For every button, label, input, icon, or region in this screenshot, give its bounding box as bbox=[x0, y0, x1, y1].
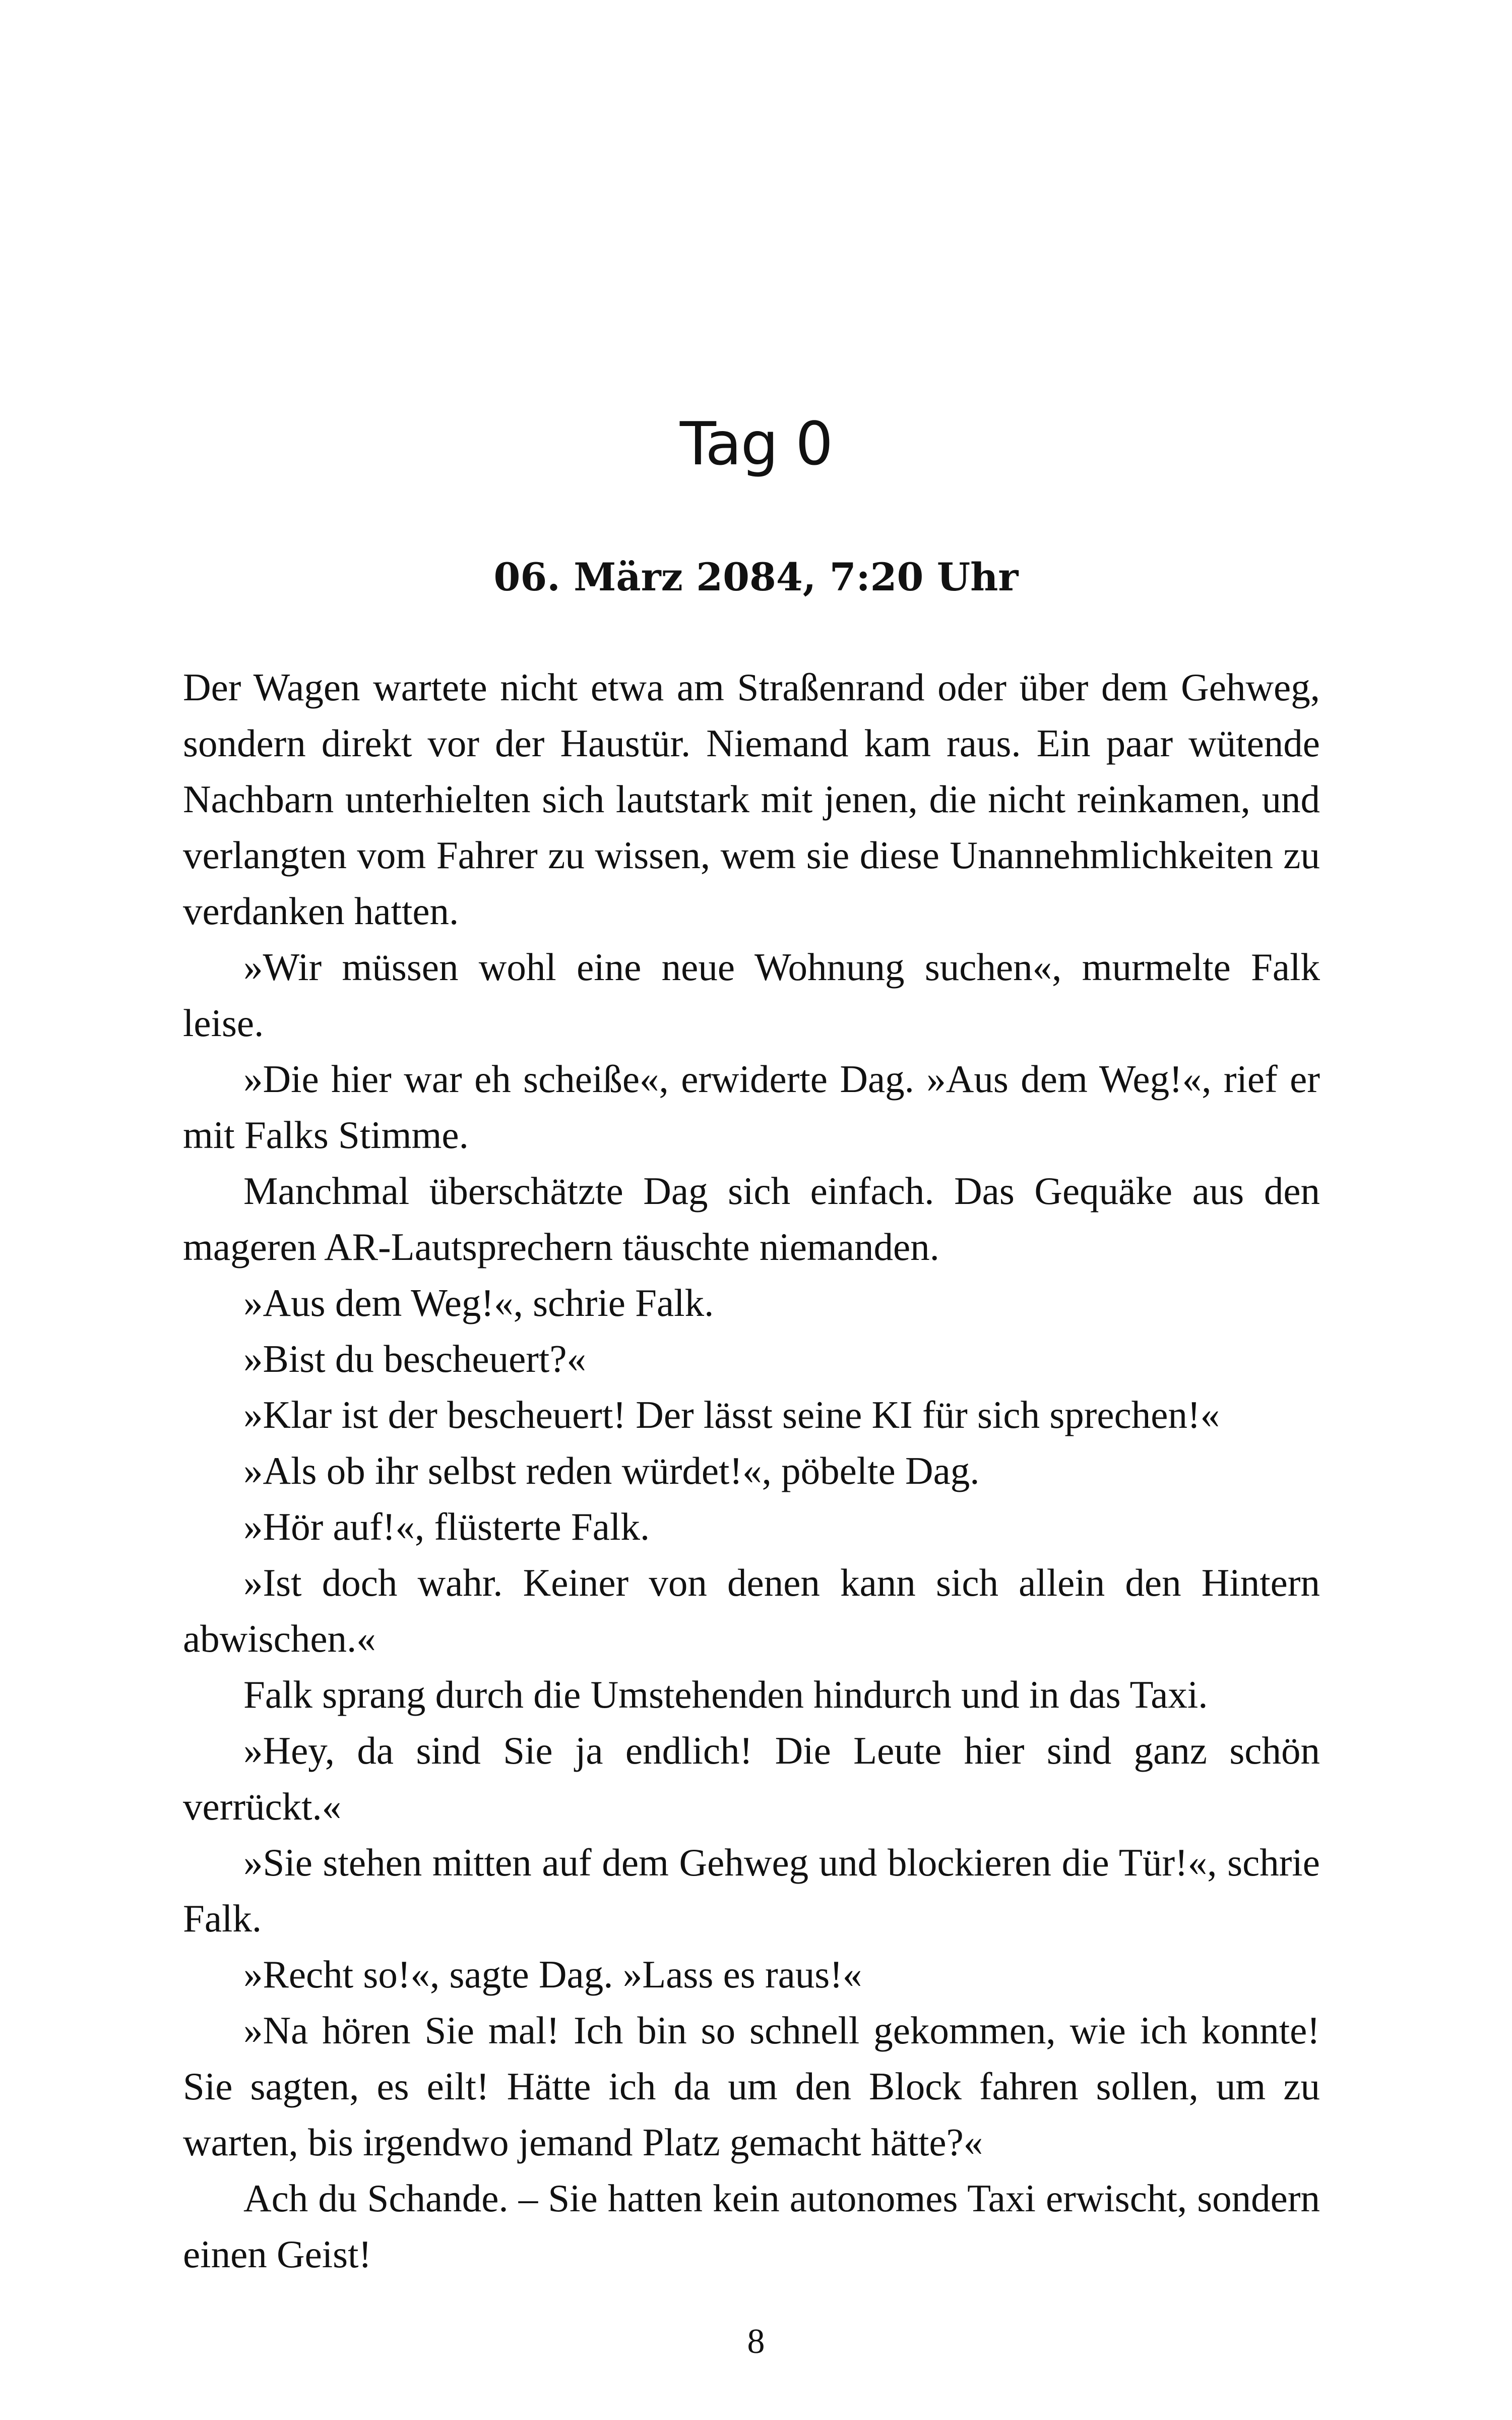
body-text bbox=[183, 659, 1320, 2282]
paragraph: »Aus dem Weg!«, schrie Falk. bbox=[243, 1281, 714, 1324]
paragraph: »Bist du bescheuert?« bbox=[243, 1337, 586, 1380]
page-number: 8 bbox=[747, 2322, 765, 2361]
paragraph: Falk sprang durch die Umstehenden hindurch und in das Taxi. bbox=[243, 1673, 1208, 1716]
paragraph: »Hör auf!«, flüsterte Falk. bbox=[243, 1505, 650, 1548]
paragraph: »Als ob ihr selbst reden würdet!«, pöbelte Dag. bbox=[243, 1449, 980, 1492]
paragraph: Der Wagen wartete nicht etwa am Straßenrand oder über dem Gehweg, sondern direkt vor der Haustür. Niemand kam raus. Ein paar wütende Nachbarn unterhielten sich lautstark mit jenen, die nicht reinkamen, und verlangten vom Fahrer zu wissen, wem sie diese Unannehmlichkeiten zu verdanken hatten. bbox=[183, 666, 1320, 933]
paragraph: »Na hören Sie mal! Ich bin so schnell gekommen, wie ich konnte! Sie sagten, es eilt! Hätte ich da um den Block fahren sollen, um zu warten, bis irgendwo jemand Platz gemacht hätte?« bbox=[183, 2009, 1320, 2164]
paragraph: »Sie stehen mitten auf dem Gehweg und blockieren die Tür!«, schrie Falk. bbox=[183, 1841, 1320, 1940]
paragraph: Ach du Schande. – Sie hatten kein autonomes Taxi erwischt, sondern einen Geist! bbox=[183, 2176, 1320, 2276]
paragraph: »Ist doch wahr. Keiner von denen kann sich allein den Hintern abwischen.« bbox=[183, 1561, 1320, 1660]
paragraph: »Klar ist der bescheuert! Der lässt seine KI für sich sprechen!« bbox=[243, 1393, 1220, 1436]
paragraph: Manchmal überschätzte Dag sich einfach. Das Gequäke aus den mageren AR-Lautsprechern täuschte niemanden. bbox=[183, 1169, 1320, 1268]
paragraph: »Wir müssen wohl eine neue Wohnung suchen«, murmelte Falk leise. bbox=[183, 945, 1320, 1045]
chapter-date: 06. März 2084, 7:20 Uhr bbox=[493, 555, 1019, 599]
paragraph: »Hey, da sind Sie ja endlich! Die Leute hier sind ganz schön verrückt.« bbox=[183, 1729, 1320, 1828]
chapter-title: Tag 0 bbox=[679, 409, 833, 478]
paragraph: »Die hier war eh scheiße«, erwiderte Dag. »Aus dem Weg!«, rief er mit Falks Stimme. bbox=[183, 1057, 1320, 1157]
paragraph: »Recht so!«, sagte Dag. »Lass es raus!« bbox=[243, 1953, 862, 1996]
